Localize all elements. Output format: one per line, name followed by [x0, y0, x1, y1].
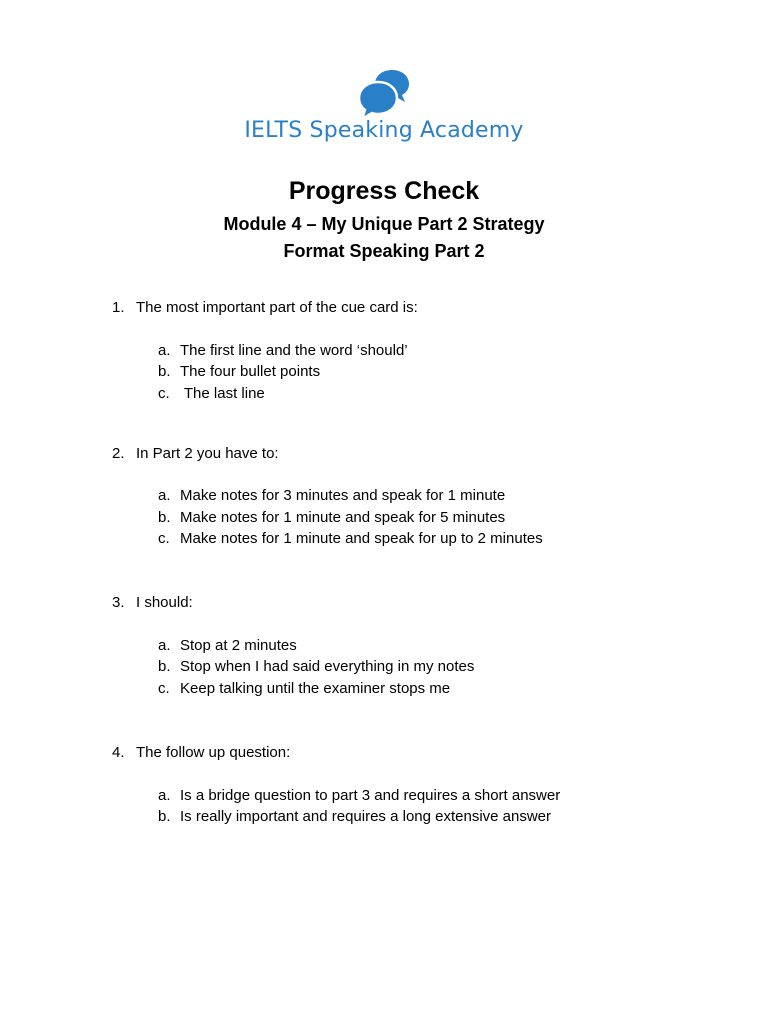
option-2a	[158, 487, 505, 504]
question-number: 3.	[112, 594, 125, 611]
question-3	[112, 594, 193, 611]
question-number: 4.	[112, 744, 125, 761]
module-subtitle: Module 4 – My Unique Part 2 Strategy	[223, 214, 545, 234]
option-text: The last line	[180, 385, 265, 402]
page-title: Progress Check	[288, 177, 480, 205]
option-text: Make notes for 1 minute and speak for 5 minutes	[180, 509, 506, 526]
option-4b	[158, 808, 551, 825]
option-text: Is a bridge question to part 3 and requires a short answer	[180, 787, 561, 804]
option-letter: b.	[158, 363, 171, 380]
option-1c	[158, 385, 265, 402]
brand-name: IELTS Speaking Academy	[244, 118, 524, 143]
option-text: The four bullet points	[180, 363, 321, 380]
option-3c	[158, 680, 450, 697]
option-text: Keep talking until the examiner stops me	[180, 680, 451, 697]
option-2c	[158, 530, 543, 547]
speech-bubbles-icon	[356, 66, 412, 122]
option-text: Is really important and requires a long extensive answer	[180, 808, 552, 825]
option-letter: a.	[158, 637, 171, 654]
option-text: Make notes for 3 minutes and speak for 1 minute	[180, 487, 506, 504]
question-2	[112, 445, 279, 462]
option-letter: b.	[158, 509, 171, 526]
question-number: 2.	[112, 445, 125, 462]
question-4	[112, 744, 290, 761]
question-text: The follow up question:	[136, 744, 291, 761]
option-text: Stop when I had said everything in my notes	[180, 658, 475, 675]
option-2b	[158, 509, 505, 526]
question-text: The most important part of the cue card is:	[136, 299, 418, 316]
format-subtitle: Format Speaking Part 2	[283, 241, 485, 261]
option-1b	[158, 363, 320, 380]
question-text: I should:	[136, 594, 193, 611]
option-letter: c.	[158, 530, 170, 547]
option-1a	[158, 342, 408, 359]
option-text: Make notes for 1 minute and speak for up to 2 minutes	[180, 530, 543, 547]
option-letter: a.	[158, 342, 171, 359]
question-1	[112, 299, 418, 316]
option-letter: b.	[158, 808, 171, 825]
logo	[0, 66, 768, 122]
question-text: In Part 2 you have to:	[136, 445, 279, 462]
option-letter: c.	[158, 680, 170, 697]
question-number: 1.	[112, 299, 125, 316]
option-text: Stop at 2 minutes	[180, 637, 297, 654]
option-letter: c.	[158, 385, 170, 402]
option-4a	[158, 787, 560, 804]
option-3a	[158, 637, 297, 654]
option-3b	[158, 658, 474, 675]
option-letter: a.	[158, 487, 171, 504]
option-text: The first line and the word ‘should’	[180, 342, 408, 359]
option-letter: b.	[158, 658, 171, 675]
option-letter: a.	[158, 787, 171, 804]
